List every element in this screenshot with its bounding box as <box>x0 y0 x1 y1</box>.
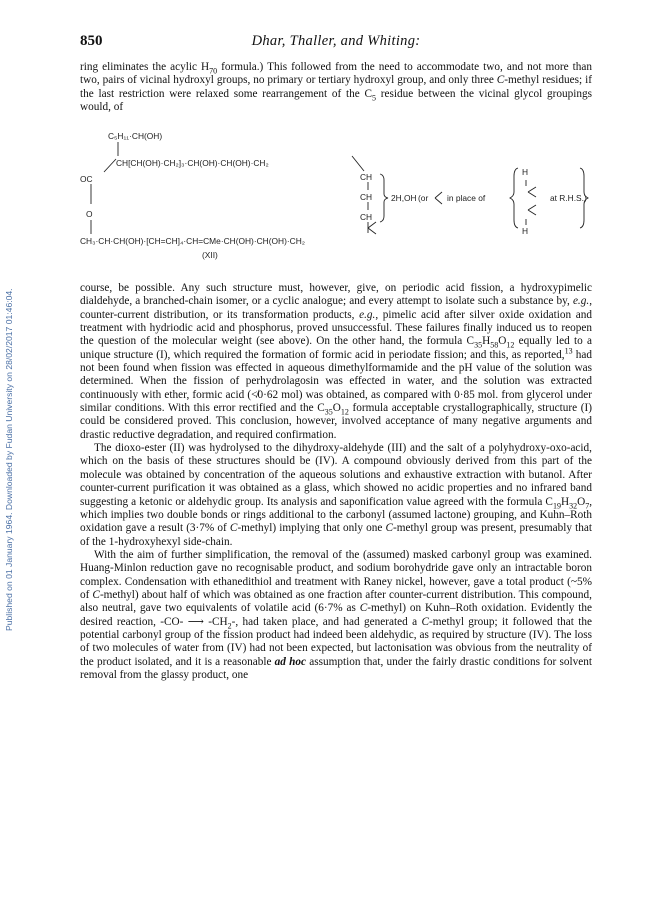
lactone-carbonyl-label: OC <box>80 174 93 184</box>
main-paragraph-block <box>80 282 592 682</box>
ring-ch-label-1: CH <box>360 172 373 182</box>
ring-ch-label-2: CH <box>360 192 373 202</box>
alternative-or-label: (or <box>418 193 429 203</box>
chain-top-label: C₅H₁₁·CH(OH) <box>108 131 163 141</box>
alt-bottom-h-label: H <box>522 226 529 236</box>
bracket-substituent-label: 2H,OH <box>391 193 417 203</box>
body-paragraph: The dioxo-ester (II) was hydrolysed to the dihydroxy-aldehyde (III) and the salt of a polyhydroxy-oxo-acid, which on the basis of these structures should be (IV). A compound obviously derived from this part of the molecule was obtained by concentration of the aqueous solutions and exhaustive extraction with butanol. After counter-current purification it was obtained as a glass, which showed no acidic properties and no infrared band suggesting a ketonic or aldehydic group. Its analysis and saponification value agreed with the formula $C_{19}H_{32}O_7$, which implies two double bonds or rings additional to the carbonyl (assumed lactone) grouping, and Kuhn–Roth oxidation gave a result (3·7% of C-methyl) implying that only one C-methyl group was present, presumably that of the 1-hydroxyhexyl side-chain. <box>80 442 593 548</box>
running-head: Dhar, Thaller, and Whiting: <box>251 33 421 49</box>
page-number: 850 <box>80 33 103 49</box>
in-place-of-label: in place of <box>447 193 486 203</box>
alt-top-h-label: H <box>522 167 529 177</box>
body-paragraph: course, be possible. Any such structure must, however, give, on periodic acid fission, a hydroxypimelic dialdehyde, a branched-chain isomer, or a cyclic analogue; and every attempt to isolate such a substance by, e.g., counter-current distribution, or its transformation products, e.g., pimelic acid after silver oxide oxidation and treatment with hydriodic acid and phosphorus, proved unsuccessful. These failures finally induced us to reopen the question of the molecular weight (see above). On the other hand, the formula $C_{35}H_{58}O_{12}$ equally led to a unique structure (I), which required the formation of formic acid in periodate fission; and this, as reported,$^{13}$ had not been found when fission was effected in aqueous dimethylformamide and the pH value of the solution was determined. When the fission of perhydrolagosin was effected in water, and the solution was extracted continuously with ether, formic acid (≮0·62 mol) was obtained, as compared with 0·85 mol. from glycerol under similar conditions. With this error rectified and the $C_{35}O_{12}$ formula acceptable crystallographically, structure (I) could be considered proved. This conclusion, however, involved acceptance of many negative arguments and drastic reductive degradation, and required confirmation. <box>80 282 593 441</box>
lactone-oxygen-label: O <box>86 209 93 219</box>
ring-ch-label-3: CH <box>360 212 373 222</box>
chain-bottom-label: CH₃·CH·CH(OH)·[CH=CH]₄·CH=CMe·CH(OH)·CH(OH)·CH₂ <box>80 236 306 246</box>
at-rhs-label: at R.H.S.) <box>550 193 587 203</box>
chain-upper-label: CH[CH(OH)·CH₂]₃·CH(OH)·CH(OH)·CH₂ <box>116 158 269 168</box>
compound-number-label: (XII) <box>202 250 218 260</box>
download-watermark: Published on 01 January 1964. Downloaded by Fudan University on 28/02/2017 01:46:04. <box>4 288 14 632</box>
opening-paragraph-block <box>80 61 592 114</box>
structure-diagram <box>80 128 600 278</box>
body-paragraph: With the aim of further simplification, the removal of the (assumed) masked carbonyl group was examined. Huang-Minlon reduction gave no recognisable product, and sodium borohydride gave only an intractable boron complex. Condensation with ethanedithiol and treatment with Raney nickel, however, gave a total product (~5% of C-methyl) about half of which was obtained as one fraction after counter-current distribution. This compound, also neutral, gave two equivalents of volatile acid (6·7% as C-methyl) on Kuhn–Roth oxidation. Evidently the desired reaction, -CO- ⟶ $-CH_2-$, had taken place, and had generated a C-methyl group; it followed that the potential carbonyl group of the fission product had indeed been aldehydic, as required by structure (IV). The loss of two molecules of water from (IV) had not been expected, but lactonisation was obvious from the neutrality of the product isolated, and it is a reasonable ad hoc assumption that, under the fairly drastic conditions for solvent removal from the glassy product, one <box>80 548 592 681</box>
body-paragraph: ring eliminates the acylic $H_{70}$ formula.) This followed from the need to accommodate two, and not more than two, pairs of vicinal hydroxyl groups, no primary or tertiary hydroxyl group, and only three C-methyl residues; if the last restriction were relaxed some rearrangement of the $C_5$ residue between the vicinal glycol groupings would, of <box>80 61 592 114</box>
page-header <box>80 33 592 53</box>
